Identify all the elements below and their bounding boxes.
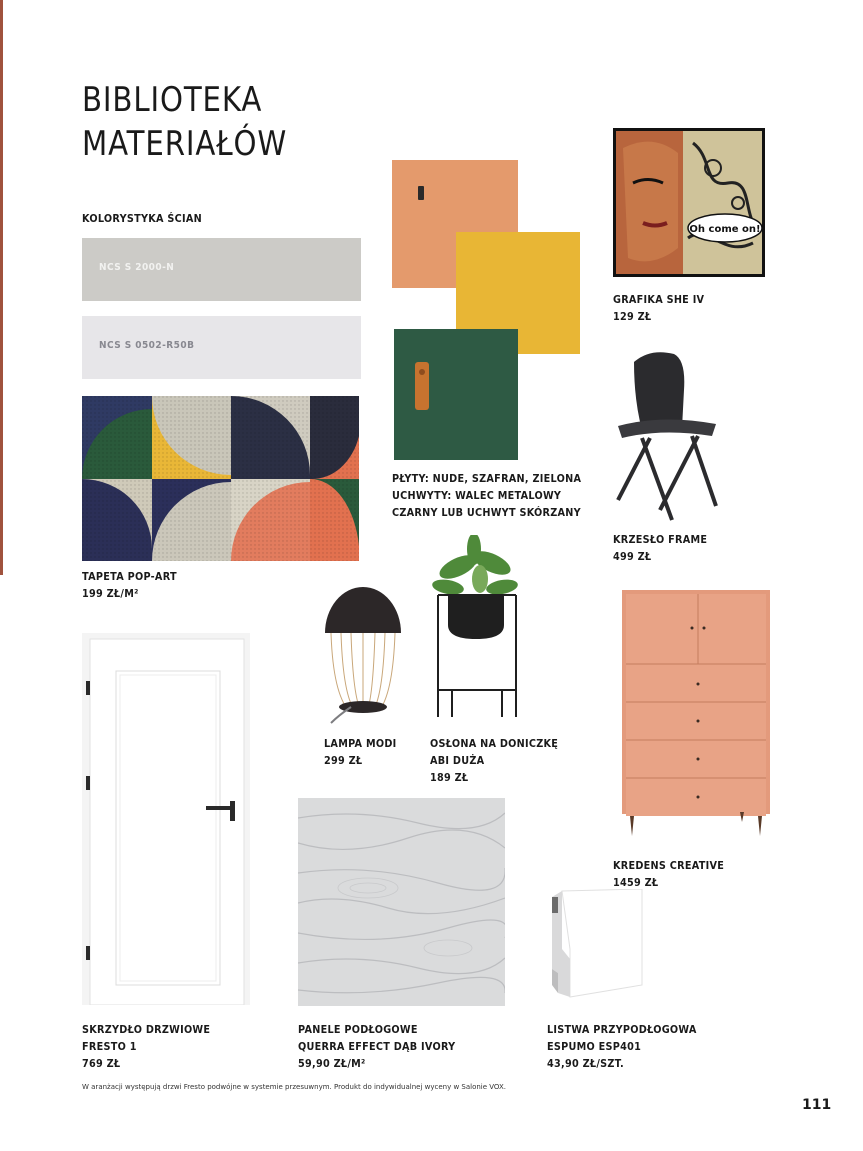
page-title — [82, 78, 287, 166]
footnote: W aranżacji występują drzwi Fresto podwójne w systemie przesuwnym. Produkt do indywidualnej wyceny w Salonie VOX. — [82, 1083, 507, 1091]
artwork-caption — [613, 291, 704, 325]
page-title-line-2: MATERIAŁÓW — [82, 124, 288, 164]
wall-swatch-lilac — [82, 316, 361, 379]
wall-swatch-grey-code: NCS S 2000-N — [99, 262, 175, 273]
lamp-caption — [324, 735, 397, 769]
wallpaper-price: 199 ZŁ/M² — [82, 587, 139, 600]
planter-caption — [430, 735, 558, 786]
sideboard-caption — [613, 857, 724, 891]
door-price: 769 ZŁ — [82, 1057, 121, 1070]
tiles-image — [388, 156, 586, 466]
door-line-2: FRESTO 1 — [82, 1040, 137, 1053]
floor-panel-image — [298, 798, 505, 1006]
floor-line-2: QUERRA EFFECT DĄB IVORY — [298, 1040, 456, 1053]
floor-line-1: PANELE PODŁOGOWE — [298, 1023, 418, 1036]
skirting-image — [548, 889, 644, 999]
artwork-image — [613, 128, 765, 277]
floor-caption — [298, 1021, 455, 1072]
sideboard-image — [620, 590, 772, 840]
tiles-line-3: CZARNY LUB UCHWYT SKÓRZANY — [392, 506, 581, 519]
chair-caption — [613, 531, 707, 565]
floor-price: 59,90 ZŁ/M² — [298, 1057, 366, 1070]
door-line-1: SKRZYDŁO DRZWIOWE — [82, 1023, 211, 1036]
planter-price: 189 ZŁ — [430, 771, 469, 784]
artwork-speech-bubble: Oh come on! — [689, 224, 761, 235]
lamp-price: 299 ZŁ — [324, 754, 363, 767]
planter-line-2: ABI DUŻA — [430, 754, 485, 767]
wallpaper-caption — [82, 568, 177, 602]
door-caption — [82, 1021, 210, 1072]
wallpaper-image — [82, 396, 359, 561]
door-image — [82, 633, 250, 1005]
skirting-price: 43,90 ZŁ/SZT. — [547, 1057, 624, 1070]
wall-swatch-grey — [82, 238, 361, 301]
page-edge-accent — [0, 0, 3, 575]
chair-price: 499 ZŁ — [613, 550, 652, 563]
tiles-line-1: PŁYTY: NUDE, SZAFRAN, ZIELONA — [392, 472, 582, 485]
skirting-line-2: ESPUMO ESP401 — [547, 1040, 642, 1053]
planter-image — [430, 535, 523, 720]
wall-swatch-lilac-code: NCS S 0502-R50B — [99, 340, 195, 351]
sideboard-name: KREDENS CREATIVE — [613, 859, 725, 872]
skirting-line-1: LISTWA PRZYPODŁOGOWA — [547, 1023, 697, 1036]
wallpaper-name: TAPETA POP-ART — [82, 570, 177, 583]
walls-label: KOLORYSTYKA ŚCIAN — [82, 212, 202, 225]
chair-name: KRZESŁO FRAME — [613, 533, 708, 546]
page-title-line-1: BIBLIOTEKA — [82, 80, 263, 120]
artwork-price: 129 ZŁ — [613, 310, 652, 323]
tiles-caption — [392, 470, 581, 521]
artwork-name: GRAFIKA SHE IV — [613, 293, 705, 306]
skirting-caption — [547, 1021, 697, 1072]
page-number: 111 — [802, 1097, 832, 1113]
tiles-line-2: UCHWYTY: WALEC METALOWY — [392, 489, 562, 502]
planter-line-1: OSŁONA NA DONICZKĘ — [430, 737, 559, 750]
sideboard-price: 1459 ZŁ — [613, 876, 659, 889]
lamp-name: LAMPA MODI — [324, 737, 397, 750]
lamp-image — [321, 583, 405, 725]
chair-image — [612, 350, 722, 522]
